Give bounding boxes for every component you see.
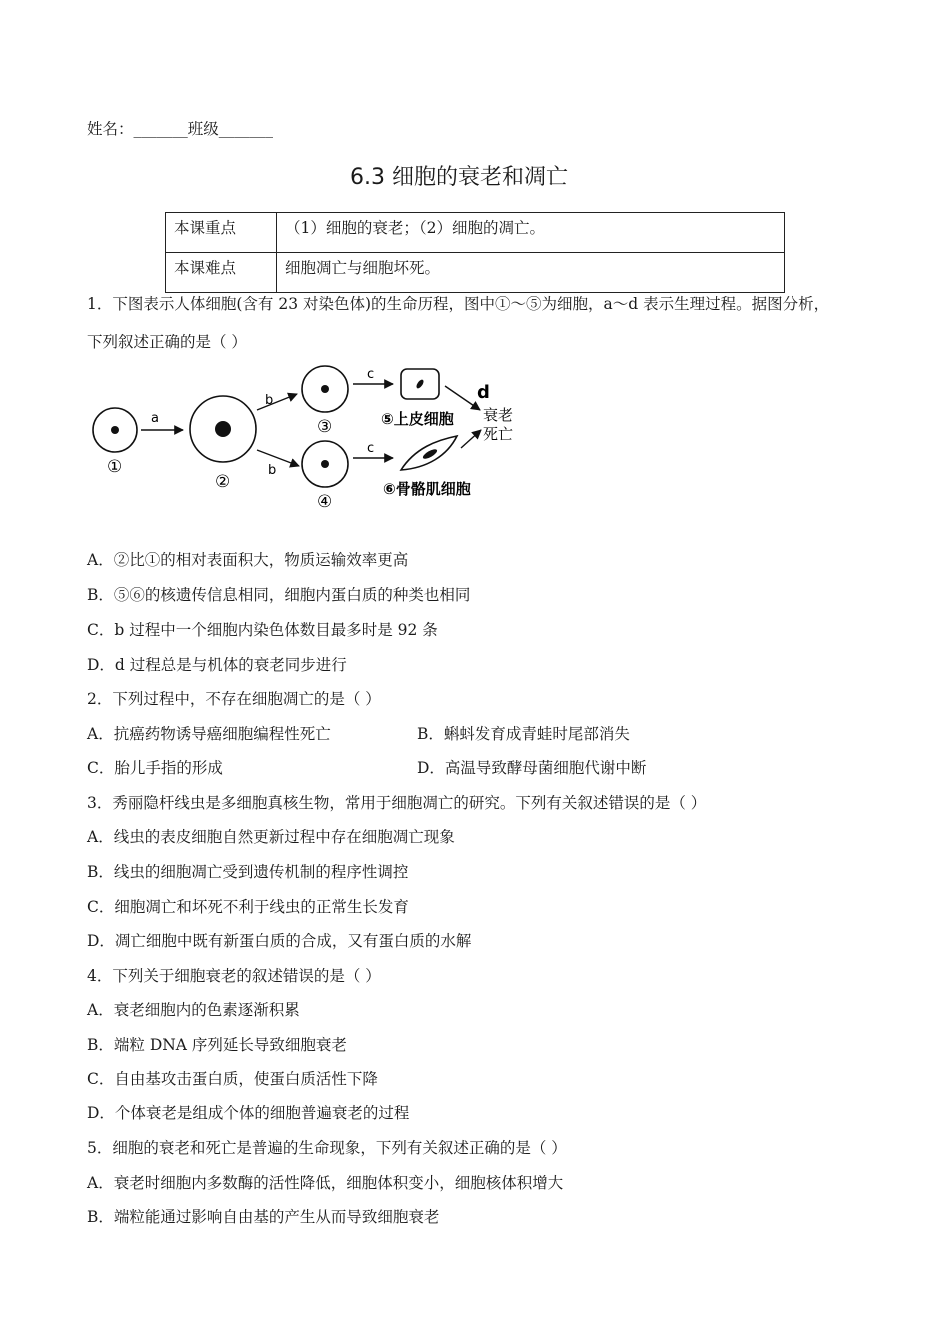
outcome-label-aging: 衰老 xyxy=(483,406,514,424)
q5-option-a: A．衰老时细胞内多数酶的活性降低，细胞体积变小，细胞核体积增大 xyxy=(87,1174,564,1192)
cell-label-4: ④ xyxy=(317,492,333,512)
q4-option-d: D．个体衰老是组成个体的细胞普遍衰老的过程 xyxy=(87,1104,410,1122)
process-label-c-upper: c xyxy=(367,367,375,382)
q5-option-b: B．端粒能通过影响自由基的产生从而导致细胞衰老 xyxy=(87,1208,440,1226)
q3-option-c: C．细胞凋亡和坏死不利于线虫的正常生长发育 xyxy=(87,898,409,916)
q3-stem: 3．秀丽隐杆线虫是多细胞真核生物，常用于细胞凋亡的研究。下列有关叙述错误的是（ ） xyxy=(87,794,707,812)
q2-option-c: C．胎儿手指的形成 xyxy=(87,759,223,777)
q1-option-d: D．d 过程总是与机体的衰老同步进行 xyxy=(87,656,347,674)
q1-option-b: B．⑤⑥的核遗传信息相同，细胞内蛋白质的种类也相同 xyxy=(87,586,471,604)
q3-option-a: A．线虫的表皮细胞自然更新过程中存在细胞凋亡现象 xyxy=(87,828,455,846)
process-label-c-lower: c xyxy=(367,441,375,456)
cell-label-3: ③ xyxy=(317,417,333,437)
summary-value-focus: （1）细胞的衰老；（2）细胞的凋亡。 xyxy=(277,213,785,253)
table-row xyxy=(166,213,785,253)
q5-stem: 5．细胞的衰老和死亡是普遍的生命现象，下列有关叙述正确的是（ ） xyxy=(87,1139,567,1157)
q2-stem: 2．下列过程中，不存在细胞凋亡的是（ ） xyxy=(87,690,381,708)
cell-label-2: ② xyxy=(215,472,231,492)
q3-option-d: D．凋亡细胞中既有新蛋白质的合成，又有蛋白质的水解 xyxy=(87,932,472,950)
q2-option-a: A．抗癌药物诱导癌细胞编程性死亡 xyxy=(87,725,331,743)
q1-option-c: C．b 过程中一个细胞内染色体数目最多时是 92 条 xyxy=(87,621,438,639)
cell-lifecycle-diagram xyxy=(85,362,525,512)
q1-option-a: A．②比①的相对表面积大，物质运输效率更高 xyxy=(87,551,409,569)
summary-key-difficulty: 本课难点 xyxy=(166,253,277,293)
q4-stem: 4．下列关于细胞衰老的叙述错误的是（ ） xyxy=(87,967,381,985)
process-label-b-upper: b xyxy=(265,393,274,408)
q3-option-b: B．线虫的细胞凋亡受到遗传机制的程序性调控 xyxy=(87,863,409,881)
process-label-a: a xyxy=(151,411,159,426)
q2-option-b: B．蝌蚪发育成青蛙时尾部消失 xyxy=(417,725,630,743)
q2-option-d: D．高温导致酵母菌细胞代谢中断 xyxy=(417,759,647,777)
q4-option-a: A．衰老细胞内的色素逐渐积累 xyxy=(87,1001,300,1019)
process-label-b-lower: b xyxy=(268,463,277,478)
cell-label-1: ① xyxy=(107,457,123,477)
outcome-label-muscle: ⑥骨骼肌细胞 xyxy=(383,480,471,498)
q4-option-c: C．自由基攻击蛋白质，使蛋白质活性下降 xyxy=(87,1070,378,1088)
q4-option-b: B．端粒 DNA 序列延长导致细胞衰老 xyxy=(87,1036,347,1054)
outcome-label-epithelial: ⑤上皮细胞 xyxy=(381,410,454,428)
summary-value-difficulty: 细胞凋亡与细胞坏死。 xyxy=(277,253,785,293)
summary-key-focus: 本课重点 xyxy=(166,213,277,253)
student-info-line: 姓名：_______班级_______ xyxy=(87,120,274,138)
process-label-d: d xyxy=(477,382,490,403)
table-row xyxy=(166,253,785,293)
q1-stem-line2: 下列叙述正确的是（ ） xyxy=(87,333,247,351)
outcome-label-death: 死亡 xyxy=(483,425,514,443)
summary-table xyxy=(165,212,785,293)
page-title: 6.3 细胞的衰老和凋亡 xyxy=(350,165,568,190)
q1-stem-line1: 1．下图表示人体细胞(含有 23 对染色体)的生命历程，图中①～⑤为细胞，a～d 表示生理过程。据图分析， xyxy=(87,295,830,313)
